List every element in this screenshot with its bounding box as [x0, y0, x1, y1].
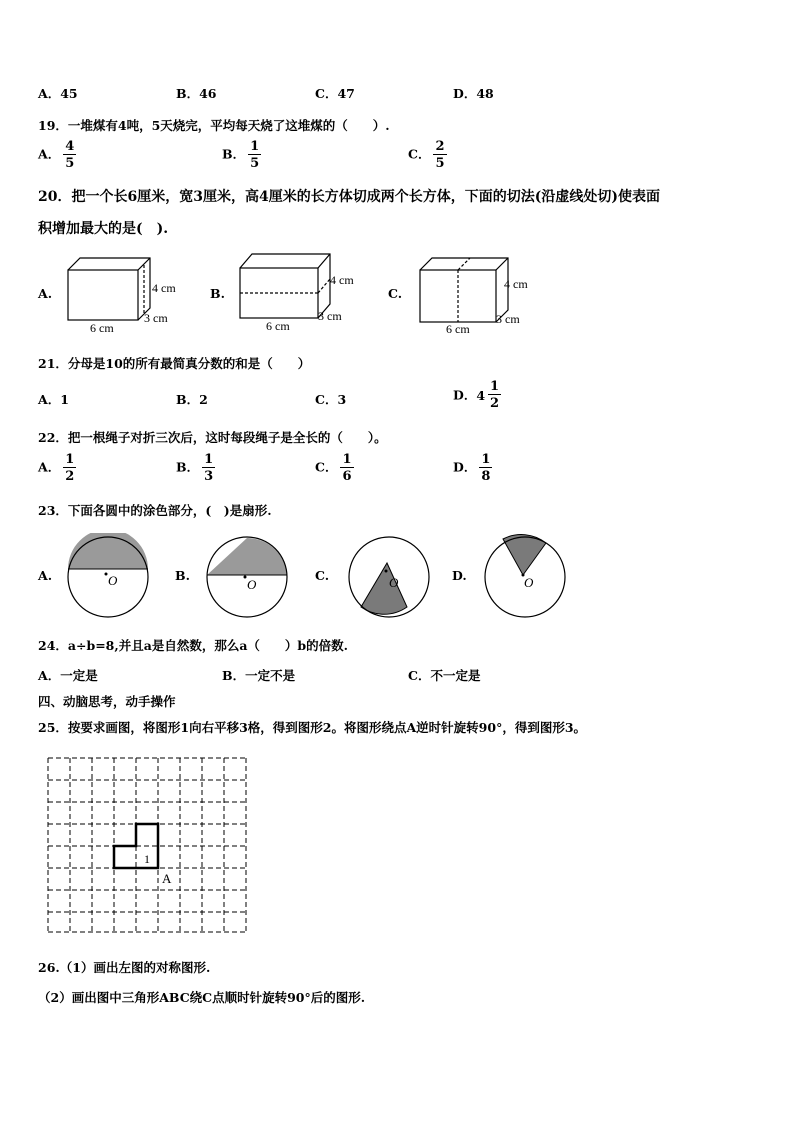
q20-b-width: 3 cm: [318, 309, 342, 323]
q22-option-a: A． $\frac{1}{2}$: [38, 452, 75, 484]
q20-a-length: 6 cm: [90, 321, 114, 335]
q20-b-length: 6 cm: [266, 319, 290, 333]
q23-d-center: O: [524, 575, 534, 590]
q23-a-center: O: [108, 573, 118, 588]
q23-b-center: O: [247, 577, 257, 592]
q23-option-b-label: B.: [175, 568, 190, 583]
q23-option-a-label: A.: [38, 568, 53, 583]
q20-c-height: 4 cm: [504, 277, 528, 291]
q21-stem: 21．分母是10的所有最简真分数的和是（ ）: [38, 356, 311, 371]
q20-a-height: 4 cm: [152, 281, 176, 295]
q23-stem: 23．下面各圆中的涂色部分，( )是扇形.: [38, 503, 272, 518]
q18-option-d: D．48: [453, 86, 494, 101]
section-4-title: 四、动脑思考，动手操作: [38, 694, 176, 709]
q25-stem: 25．按要求画图，将图形1向右平移3格，得到图形2。将图形绕点A逆时针旋转90°，得到图形3。: [38, 720, 587, 735]
q19-option-a: A． $\frac{4}{5}$: [38, 139, 75, 171]
q23-b-shaded-region: [207, 538, 287, 575]
q23-c-shaded-region: [361, 563, 407, 614]
q20-option-b-label: B.: [210, 286, 225, 301]
q23-circle-d: [480, 531, 570, 621]
q25-figure-1: [114, 824, 158, 868]
q20-option-a-label: A.: [38, 286, 53, 301]
q24-option-c: C．不一定是: [408, 668, 481, 683]
q23-c-center: O: [389, 575, 399, 590]
q24-option-b: B．一定不是: [222, 668, 296, 683]
q24-stem: 24．a÷b=8,并且a是自然数，那么a（ ）b的倍数.: [38, 638, 349, 653]
q26-part2: （2）画出图中三角形ABC绕C点顺时针旋转90°后的图形.: [38, 990, 366, 1005]
q19-option-b: B． $\frac{1}{5}$: [222, 139, 260, 171]
q20-b-height: 4 cm: [330, 273, 354, 287]
q20-box-a: [60, 252, 190, 336]
q18-option-a: A．45: [38, 86, 78, 101]
q20-box-b: [232, 250, 362, 336]
q19-stem: 19．一堆煤有4吨，5天烧完，平均每天烧了这堆煤的（ ）.: [38, 118, 390, 133]
q23-circle-c: [345, 533, 433, 621]
q23-option-d-label: D.: [452, 568, 467, 583]
q22-stem: 22．把一根绳子对折三次后，这时每段绳子是全长的（ ）。: [38, 430, 387, 445]
q19-option-c: C． $\frac{2}{5}$: [408, 139, 445, 171]
q25-grid: [46, 756, 252, 936]
q25-point-a: A: [162, 871, 172, 886]
q21-option-b: B．2: [176, 392, 208, 407]
q23-a-shaded-segment: [68, 533, 148, 569]
q18-option-c: C．47: [315, 86, 355, 101]
q20-stem-line2: 积增加最大的是( ).: [38, 221, 169, 237]
q25-figure-1-label: 1: [144, 852, 150, 866]
q23-option-c-label: C.: [315, 568, 330, 583]
q18-option-b: B．46: [176, 86, 217, 101]
q24-option-a: A．一定是: [38, 668, 98, 683]
q23-circle-b: [203, 533, 291, 621]
q20-box-c: [412, 252, 542, 338]
q21-option-a: A．1: [38, 392, 69, 407]
q20-stem-line1: 20．把一个长6厘米，宽3厘米，高4厘米的长方体切成两个长方体，下面的切法(沿虚线处切)使表面: [38, 189, 660, 205]
q22-option-d: D． $\frac{1}{8}$: [453, 452, 491, 484]
q22-option-c: C． $\frac{1}{6}$: [315, 452, 352, 484]
q21-option-c: C．3: [315, 392, 347, 407]
q22-option-b: B． $\frac{1}{3}$: [176, 452, 214, 484]
q21-option-d: D． 4 $\frac{1}{2}$: [453, 379, 500, 411]
q20-option-c-label: C.: [388, 286, 403, 301]
q23-circle-a: [64, 533, 152, 621]
q20-c-width: 3 cm: [496, 312, 520, 326]
q26-part1: 26.（1）画出左图的对称图形.: [38, 960, 211, 975]
q20-a-width: 3 cm: [144, 311, 168, 325]
q20-c-length: 6 cm: [446, 322, 470, 336]
